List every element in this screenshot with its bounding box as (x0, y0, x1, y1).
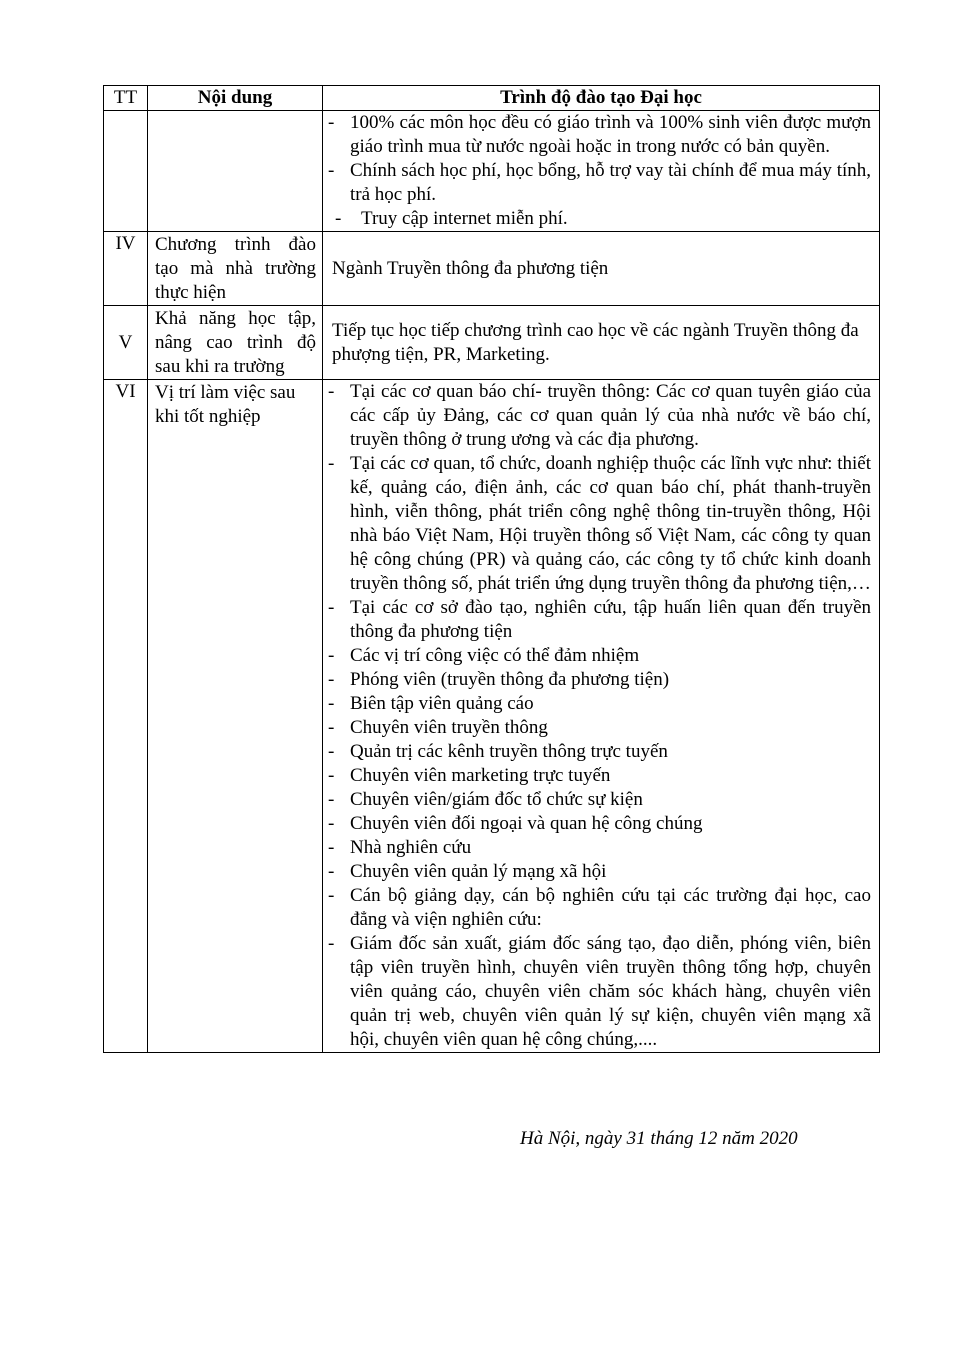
further-study-text: Tiếp tục học tiếp chương trình cao học về các ngành Truyền thông đa phượng tiện, PR, Marketing. (332, 319, 859, 365)
program-info-table (103, 85, 880, 1053)
list-item: - 100% các môn học đều có giáo trình và 100% sinh viên được mượn giáo trình mua từ nước ngoài hoặc in trong nước có bản quyền. (328, 111, 871, 159)
list-item: - Biên tập viên quảng cáo (328, 692, 871, 716)
table-row-vi (104, 380, 880, 1053)
header-level: Trình độ đào tạo Đại học (323, 86, 880, 111)
content-cell: Vị trí làm việc sau khi tốt nghiệp (148, 380, 323, 1053)
tt-cell: V (104, 306, 148, 380)
list-item: - Truy cập internet miễn phí. (328, 207, 871, 231)
list-item: - Chuyên viên đối ngoại và quan hệ công chúng (328, 812, 871, 836)
table-header-row (104, 86, 880, 111)
tt-cell (104, 111, 148, 232)
program-name: Ngành Truyền thông đa phương tiện (332, 257, 609, 279)
list-item: - Giám đốc sản xuất, giám đốc sáng tạo, đạo diễn, phóng viên, biên tập viên truyền hình, chuyên viên truyền thông tổng hợp, chuyên viên quảng cáo, chuyên viên chăm sóc khách hàng, chuyên viên quản trị web, chuyên viên quản lý sự kiện, chuyên viên mạng xã hội, chuyên viên quan hệ công chúng,.... (328, 932, 871, 1052)
list-item: - Chuyên viên marketing trực tuyến (328, 764, 871, 788)
document-page (103, 85, 879, 1053)
list-item: - Phóng viên (truyền thông đa phương tiện) (328, 668, 871, 692)
list-item: - Tại các cơ quan báo chí- truyền thông: Các cơ quan tuyên giáo của các cấp ủy Đảng, các cơ quan quản lý của nhà nước về báo chí, truyền thông ở trung ương và các địa phương. (328, 380, 871, 452)
table-row-v (104, 306, 880, 380)
list-item: - Tại các cơ sở đào tạo, nghiên cứu, tập huấn liên quan đến truyền thông đa phương tiện (328, 596, 871, 644)
list-item: - Các vị trí công việc có thể đảm nhiệm (328, 644, 871, 668)
date-signature: Hà Nội, ngày 31 tháng 12 năm 2020 (520, 1128, 798, 1149)
facility-list (328, 111, 871, 231)
list-item: - Chính sách học phí, học bổng, hỗ trợ vay tài chính để mua máy tính, trả học phí. (328, 159, 871, 207)
list-item: - Cán bộ giảng dạy, cán bộ nghiên cứu tại các trường đại học, cao đẳng và viện nghiên cứu: (328, 884, 871, 932)
list-item: - Nhà nghiên cứu (328, 836, 871, 860)
tt-cell: IV (104, 232, 148, 306)
list-item: - Chuyên viên/giám đốc tổ chức sự kiện (328, 788, 871, 812)
level-cell (323, 232, 880, 306)
level-cell (323, 111, 880, 232)
list-item: - Chuyên viên quản lý mạng xã hội (328, 860, 871, 884)
content-cell (148, 111, 323, 232)
table-row-iv (104, 232, 880, 306)
header-tt: TT (104, 86, 148, 111)
tt-cell: VI (104, 380, 148, 1053)
job-positions-list (328, 380, 871, 1052)
level-cell (323, 380, 880, 1053)
table-row-continued (104, 111, 880, 232)
list-item: - Quản trị các kênh truyền thông trực tuyến (328, 740, 871, 764)
list-item: - Tại các cơ quan, tổ chức, doanh nghiệp thuộc các lĩnh vực như: thiết kế, quảng cáo, điện ảnh, các cơ quan báo chí, phát thanh-truyền hình, viễn thông, phát triển công nghệ thông tin-truyền thông, Hội nhà báo Việt Nam, Hội truyền thông số Việt Nam, các công ty quan hệ công chúng (PR) và quảng cáo, các công ty tổ chức kinh doanh truyền thông số, phát triển ứng dụng truyền thông đa phương tiện,… (328, 452, 871, 596)
content-cell: Chương trình đào tạo mà nhà trường thực hiện (148, 232, 323, 306)
header-content: Nội dung (148, 86, 323, 111)
list-item: - Chuyên viên truyền thông (328, 716, 871, 740)
content-cell: Khả năng học tập, nâng cao trình độ sau khi ra trường (148, 306, 323, 380)
level-cell (323, 306, 880, 380)
